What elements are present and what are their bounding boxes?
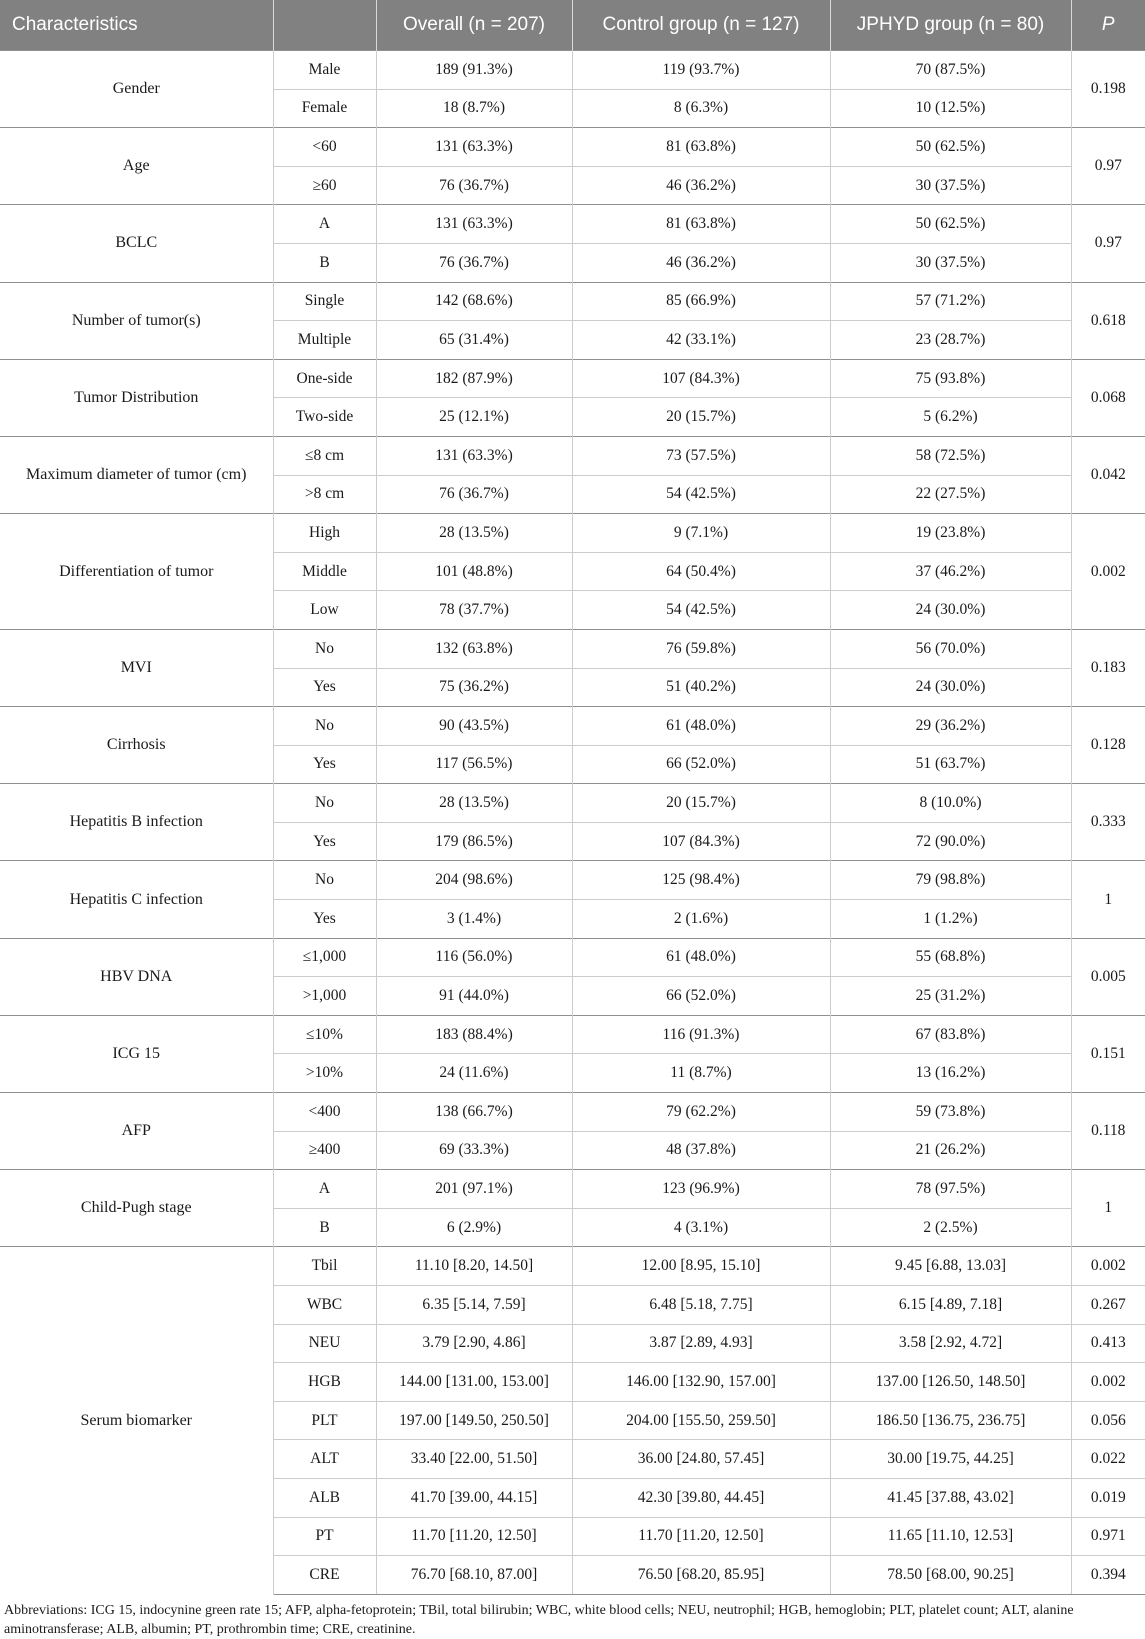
level-cell: No <box>273 784 376 823</box>
jphyd-cell: 79 (98.8%) <box>830 861 1071 900</box>
overall-cell: 131 (63.3%) <box>376 436 572 475</box>
control-cell: 54 (42.5%) <box>572 475 830 514</box>
p-value-cell: 0.128 <box>1071 707 1145 784</box>
table-row <box>0 436 1145 475</box>
p-value-cell: 0.971 <box>1071 1517 1145 1556</box>
overall-cell: 132 (63.8%) <box>376 629 572 668</box>
overall-cell: 11.10 [8.20, 14.50] <box>376 1247 572 1286</box>
jphyd-cell: 57 (71.2%) <box>830 282 1071 321</box>
variable-name: Tumor Distribution <box>0 359 273 436</box>
header-characteristics: Characteristics <box>0 0 273 51</box>
p-value-cell: 0.198 <box>1071 51 1145 128</box>
variable-name: HBV DNA <box>0 938 273 1015</box>
jphyd-cell: 41.45 [37.88, 43.02] <box>830 1478 1071 1517</box>
level-cell: Multiple <box>273 321 376 360</box>
p-value-cell: 0.022 <box>1071 1440 1145 1479</box>
jphyd-cell: 59 (73.8%) <box>830 1093 1071 1132</box>
jphyd-cell: 22 (27.5%) <box>830 475 1071 514</box>
control-cell: 20 (15.7%) <box>572 784 830 823</box>
control-cell: 11 (8.7%) <box>572 1054 830 1093</box>
p-value-cell: 0.97 <box>1071 205 1145 282</box>
jphyd-cell: 78 (97.5%) <box>830 1170 1071 1209</box>
level-cell: Yes <box>273 900 376 939</box>
overall-cell: 144.00 [131.00, 153.00] <box>376 1363 572 1402</box>
jphyd-cell: 37 (46.2%) <box>830 552 1071 591</box>
table-row <box>0 707 1145 746</box>
table-row <box>0 629 1145 668</box>
jphyd-cell: 29 (36.2%) <box>830 707 1071 746</box>
control-cell: 48 (37.8%) <box>572 1131 830 1170</box>
overall-cell: 41.70 [39.00, 44.15] <box>376 1478 572 1517</box>
level-cell: >1,000 <box>273 977 376 1016</box>
p-value-cell: 0.042 <box>1071 436 1145 513</box>
level-cell: Yes <box>273 822 376 861</box>
jphyd-cell: 2 (2.5%) <box>830 1208 1071 1247</box>
jphyd-cell: 58 (72.5%) <box>830 436 1071 475</box>
control-cell: 123 (96.9%) <box>572 1170 830 1209</box>
control-cell: 125 (98.4%) <box>572 861 830 900</box>
jphyd-cell: 23 (28.7%) <box>830 321 1071 360</box>
p-value-cell: 0.267 <box>1071 1286 1145 1325</box>
overall-cell: 18 (8.7%) <box>376 89 572 128</box>
jphyd-cell: 19 (23.8%) <box>830 514 1071 553</box>
level-cell: A <box>273 205 376 244</box>
jphyd-cell: 5 (6.2%) <box>830 398 1071 437</box>
control-cell: 73 (57.5%) <box>572 436 830 475</box>
jphyd-cell: 3.58 [2.92, 4.72] <box>830 1324 1071 1363</box>
level-cell: WBC <box>273 1286 376 1325</box>
overall-cell: 65 (31.4%) <box>376 321 572 360</box>
jphyd-cell: 51 (63.7%) <box>830 745 1071 784</box>
overall-cell: 28 (13.5%) <box>376 784 572 823</box>
overall-cell: 69 (33.3%) <box>376 1131 572 1170</box>
jphyd-cell: 10 (12.5%) <box>830 89 1071 128</box>
control-cell: 66 (52.0%) <box>572 977 830 1016</box>
level-cell: ≥400 <box>273 1131 376 1170</box>
p-value-cell: 0.002 <box>1071 514 1145 630</box>
table-row <box>0 938 1145 977</box>
p-value-cell: 0.333 <box>1071 784 1145 861</box>
p-value-cell: 0.002 <box>1071 1247 1145 1286</box>
level-cell: No <box>273 707 376 746</box>
control-cell: 116 (91.3%) <box>572 1015 830 1054</box>
jphyd-cell: 50 (62.5%) <box>830 128 1071 167</box>
level-cell: One-side <box>273 359 376 398</box>
level-cell: ≤8 cm <box>273 436 376 475</box>
level-cell: Low <box>273 591 376 630</box>
jphyd-cell: 30 (37.5%) <box>830 243 1071 282</box>
jphyd-cell: 72 (90.0%) <box>830 822 1071 861</box>
jphyd-cell: 25 (31.2%) <box>830 977 1071 1016</box>
overall-cell: 204 (98.6%) <box>376 861 572 900</box>
p-value-cell: 0.151 <box>1071 1015 1145 1092</box>
overall-cell: 131 (63.3%) <box>376 205 572 244</box>
variable-name: Gender <box>0 51 273 128</box>
level-cell: B <box>273 1208 376 1247</box>
control-cell: 8 (6.3%) <box>572 89 830 128</box>
control-cell: 107 (84.3%) <box>572 359 830 398</box>
overall-cell: 182 (87.9%) <box>376 359 572 398</box>
variable-name: Number of tumor(s) <box>0 282 273 359</box>
level-cell: No <box>273 861 376 900</box>
control-cell: 9 (7.1%) <box>572 514 830 553</box>
control-cell: 146.00 [132.90, 157.00] <box>572 1363 830 1402</box>
level-cell: High <box>273 514 376 553</box>
p-value-cell: 0.394 <box>1071 1556 1145 1595</box>
control-cell: 51 (40.2%) <box>572 668 830 707</box>
level-cell: <60 <box>273 128 376 167</box>
overall-cell: 90 (43.5%) <box>376 707 572 746</box>
overall-cell: 76 (36.7%) <box>376 243 572 282</box>
level-cell: ALB <box>273 1478 376 1517</box>
control-cell: 2 (1.6%) <box>572 900 830 939</box>
p-value-cell: 1 <box>1071 861 1145 938</box>
level-cell: Yes <box>273 745 376 784</box>
jphyd-cell: 78.50 [68.00, 90.25] <box>830 1556 1071 1595</box>
jphyd-cell: 137.00 [126.50, 148.50] <box>830 1363 1071 1402</box>
header-control-group: Control group (n = 127) <box>572 0 830 51</box>
jphyd-cell: 24 (30.0%) <box>830 668 1071 707</box>
control-cell: 64 (50.4%) <box>572 552 830 591</box>
p-value-cell: 0.068 <box>1071 359 1145 436</box>
p-value-cell: 1 <box>1071 1170 1145 1247</box>
control-cell: 79 (62.2%) <box>572 1093 830 1132</box>
control-cell: 12.00 [8.95, 15.10] <box>572 1247 830 1286</box>
overall-cell: 6.35 [5.14, 7.59] <box>376 1286 572 1325</box>
level-cell: Male <box>273 51 376 90</box>
jphyd-cell: 21 (26.2%) <box>830 1131 1071 1170</box>
control-cell: 66 (52.0%) <box>572 745 830 784</box>
header-level <box>273 0 376 51</box>
jphyd-cell: 70 (87.5%) <box>830 51 1071 90</box>
level-cell: CRE <box>273 1556 376 1595</box>
p-value-cell: 0.019 <box>1071 1478 1145 1517</box>
overall-cell: 11.70 [11.20, 12.50] <box>376 1517 572 1556</box>
level-cell: <400 <box>273 1093 376 1132</box>
p-value-cell: 0.002 <box>1071 1363 1145 1402</box>
jphyd-cell: 67 (83.8%) <box>830 1015 1071 1054</box>
level-cell: Single <box>273 282 376 321</box>
variable-name: ICG 15 <box>0 1015 273 1092</box>
table-row <box>0 128 1145 167</box>
table-row <box>0 1015 1145 1054</box>
overall-cell: 179 (86.5%) <box>376 822 572 861</box>
control-cell: 46 (36.2%) <box>572 166 830 205</box>
variable-name: AFP <box>0 1093 273 1170</box>
jphyd-cell: 75 (93.8%) <box>830 359 1071 398</box>
jphyd-cell: 50 (62.5%) <box>830 205 1071 244</box>
table-row <box>0 205 1145 244</box>
jphyd-cell: 1 (1.2%) <box>830 900 1071 939</box>
p-value-cell: 0.183 <box>1071 629 1145 706</box>
p-value-cell: 0.618 <box>1071 282 1145 359</box>
level-cell: ≤1,000 <box>273 938 376 977</box>
overall-cell: 91 (44.0%) <box>376 977 572 1016</box>
overall-cell: 183 (88.4%) <box>376 1015 572 1054</box>
level-cell: >10% <box>273 1054 376 1093</box>
variable-name: Age <box>0 128 273 205</box>
level-cell: ≤10% <box>273 1015 376 1054</box>
header-jphyd-group: JPHYD group (n = 80) <box>830 0 1071 51</box>
control-cell: 107 (84.3%) <box>572 822 830 861</box>
control-cell: 11.70 [11.20, 12.50] <box>572 1517 830 1556</box>
overall-cell: 189 (91.3%) <box>376 51 572 90</box>
overall-cell: 197.00 [149.50, 250.50] <box>376 1401 572 1440</box>
overall-cell: 101 (48.8%) <box>376 552 572 591</box>
control-cell: 42 (33.1%) <box>572 321 830 360</box>
overall-cell: 78 (37.7%) <box>376 591 572 630</box>
jphyd-cell: 56 (70.0%) <box>830 629 1071 668</box>
control-cell: 61 (48.0%) <box>572 938 830 977</box>
table-row <box>0 1170 1145 1209</box>
overall-cell: 76.70 [68.10, 87.00] <box>376 1556 572 1595</box>
p-value-cell: 0.005 <box>1071 938 1145 1015</box>
level-cell: B <box>273 243 376 282</box>
overall-cell: 24 (11.6%) <box>376 1054 572 1093</box>
overall-cell: 76 (36.7%) <box>376 475 572 514</box>
overall-cell: 142 (68.6%) <box>376 282 572 321</box>
variable-name: Hepatitis B infection <box>0 784 273 861</box>
overall-cell: 28 (13.5%) <box>376 514 572 553</box>
jphyd-cell: 24 (30.0%) <box>830 591 1071 630</box>
variable-name: MVI <box>0 629 273 706</box>
level-cell: PT <box>273 1517 376 1556</box>
jphyd-cell: 11.65 [11.10, 12.53] <box>830 1517 1071 1556</box>
overall-cell: 6 (2.9%) <box>376 1208 572 1247</box>
level-cell: NEU <box>273 1324 376 1363</box>
level-cell: Yes <box>273 668 376 707</box>
overall-cell: 117 (56.5%) <box>376 745 572 784</box>
control-cell: 119 (93.7%) <box>572 51 830 90</box>
table-row <box>0 784 1145 823</box>
control-cell: 61 (48.0%) <box>572 707 830 746</box>
header-p-value: P <box>1071 0 1145 51</box>
control-cell: 6.48 [5.18, 7.75] <box>572 1286 830 1325</box>
variable-name: Serum biomarker <box>0 1247 273 1594</box>
variable-name: Hepatitis C infection <box>0 861 273 938</box>
header-row <box>0 0 1145 51</box>
p-value-cell: 0.056 <box>1071 1401 1145 1440</box>
jphyd-cell: 6.15 [4.89, 7.18] <box>830 1286 1071 1325</box>
jphyd-cell: 55 (68.8%) <box>830 938 1071 977</box>
table-row <box>0 514 1145 553</box>
table-row <box>0 51 1145 90</box>
jphyd-cell: 186.50 [136.75, 236.75] <box>830 1401 1071 1440</box>
overall-cell: 201 (97.1%) <box>376 1170 572 1209</box>
level-cell: ≥60 <box>273 166 376 205</box>
variable-name: BCLC <box>0 205 273 282</box>
table-row <box>0 861 1145 900</box>
table-row <box>0 1093 1145 1132</box>
level-cell: HGB <box>273 1363 376 1402</box>
jphyd-cell: 30 (37.5%) <box>830 166 1071 205</box>
variable-name: Differentiation of tumor <box>0 514 273 630</box>
control-cell: 76.50 [68.20, 85.95] <box>572 1556 830 1595</box>
overall-cell: 25 (12.1%) <box>376 398 572 437</box>
overall-cell: 138 (66.7%) <box>376 1093 572 1132</box>
control-cell: 76 (59.8%) <box>572 629 830 668</box>
overall-cell: 3.79 [2.90, 4.86] <box>376 1324 572 1363</box>
overall-cell: 131 (63.3%) <box>376 128 572 167</box>
control-cell: 85 (66.9%) <box>572 282 830 321</box>
table-header <box>0 0 1145 51</box>
level-cell: ALT <box>273 1440 376 1479</box>
control-cell: 20 (15.7%) <box>572 398 830 437</box>
control-cell: 81 (63.8%) <box>572 128 830 167</box>
jphyd-cell: 9.45 [6.88, 13.03] <box>830 1247 1071 1286</box>
level-cell: Two-side <box>273 398 376 437</box>
p-value-cell: 0.413 <box>1071 1324 1145 1363</box>
p-value-cell: 0.97 <box>1071 128 1145 205</box>
variable-name: Cirrhosis <box>0 707 273 784</box>
jphyd-cell: 13 (16.2%) <box>830 1054 1071 1093</box>
level-cell: >8 cm <box>273 475 376 514</box>
overall-cell: 33.40 [22.00, 51.50] <box>376 1440 572 1479</box>
overall-cell: 116 (56.0%) <box>376 938 572 977</box>
variable-name: Maximum diameter of tumor (cm) <box>0 436 273 513</box>
table-row <box>0 282 1145 321</box>
control-cell: 81 (63.8%) <box>572 205 830 244</box>
level-cell: No <box>273 629 376 668</box>
jphyd-cell: 30.00 [19.75, 44.25] <box>830 1440 1071 1479</box>
control-cell: 46 (36.2%) <box>572 243 830 282</box>
abbreviations-footnote: Abbreviations: ICG 15, indocynine green rate 15; AFP, alpha-fetoprotein; TBil, total bilirubin; WBC, white blood cells; NEU, neutrophil; HGB, hemoglobin; PLT, platelet count; ALT, alanine aminotransferase; ALB, albumin; PT, prothrombin time; CRE, creatinine. <box>4 1602 1074 1637</box>
level-cell: Middle <box>273 552 376 591</box>
p-value-cell: 0.118 <box>1071 1093 1145 1170</box>
control-cell: 204.00 [155.50, 259.50] <box>572 1401 830 1440</box>
table-body <box>0 51 1145 1595</box>
table-row <box>0 1247 1145 1286</box>
header-overall: Overall (n = 207) <box>376 0 572 51</box>
level-cell: A <box>273 1170 376 1209</box>
level-cell: Tbil <box>273 1247 376 1286</box>
control-cell: 36.00 [24.80, 57.45] <box>572 1440 830 1479</box>
control-cell: 4 (3.1%) <box>572 1208 830 1247</box>
control-cell: 54 (42.5%) <box>572 591 830 630</box>
overall-cell: 76 (36.7%) <box>376 166 572 205</box>
control-cell: 3.87 [2.89, 4.93] <box>572 1324 830 1363</box>
overall-cell: 75 (36.2%) <box>376 668 572 707</box>
level-cell: Female <box>273 89 376 128</box>
level-cell: PLT <box>273 1401 376 1440</box>
variable-name: Child-Pugh stage <box>0 1170 273 1247</box>
table-row <box>0 359 1145 398</box>
jphyd-cell: 8 (10.0%) <box>830 784 1071 823</box>
overall-cell: 3 (1.4%) <box>376 900 572 939</box>
control-cell: 42.30 [39.80, 44.45] <box>572 1478 830 1517</box>
